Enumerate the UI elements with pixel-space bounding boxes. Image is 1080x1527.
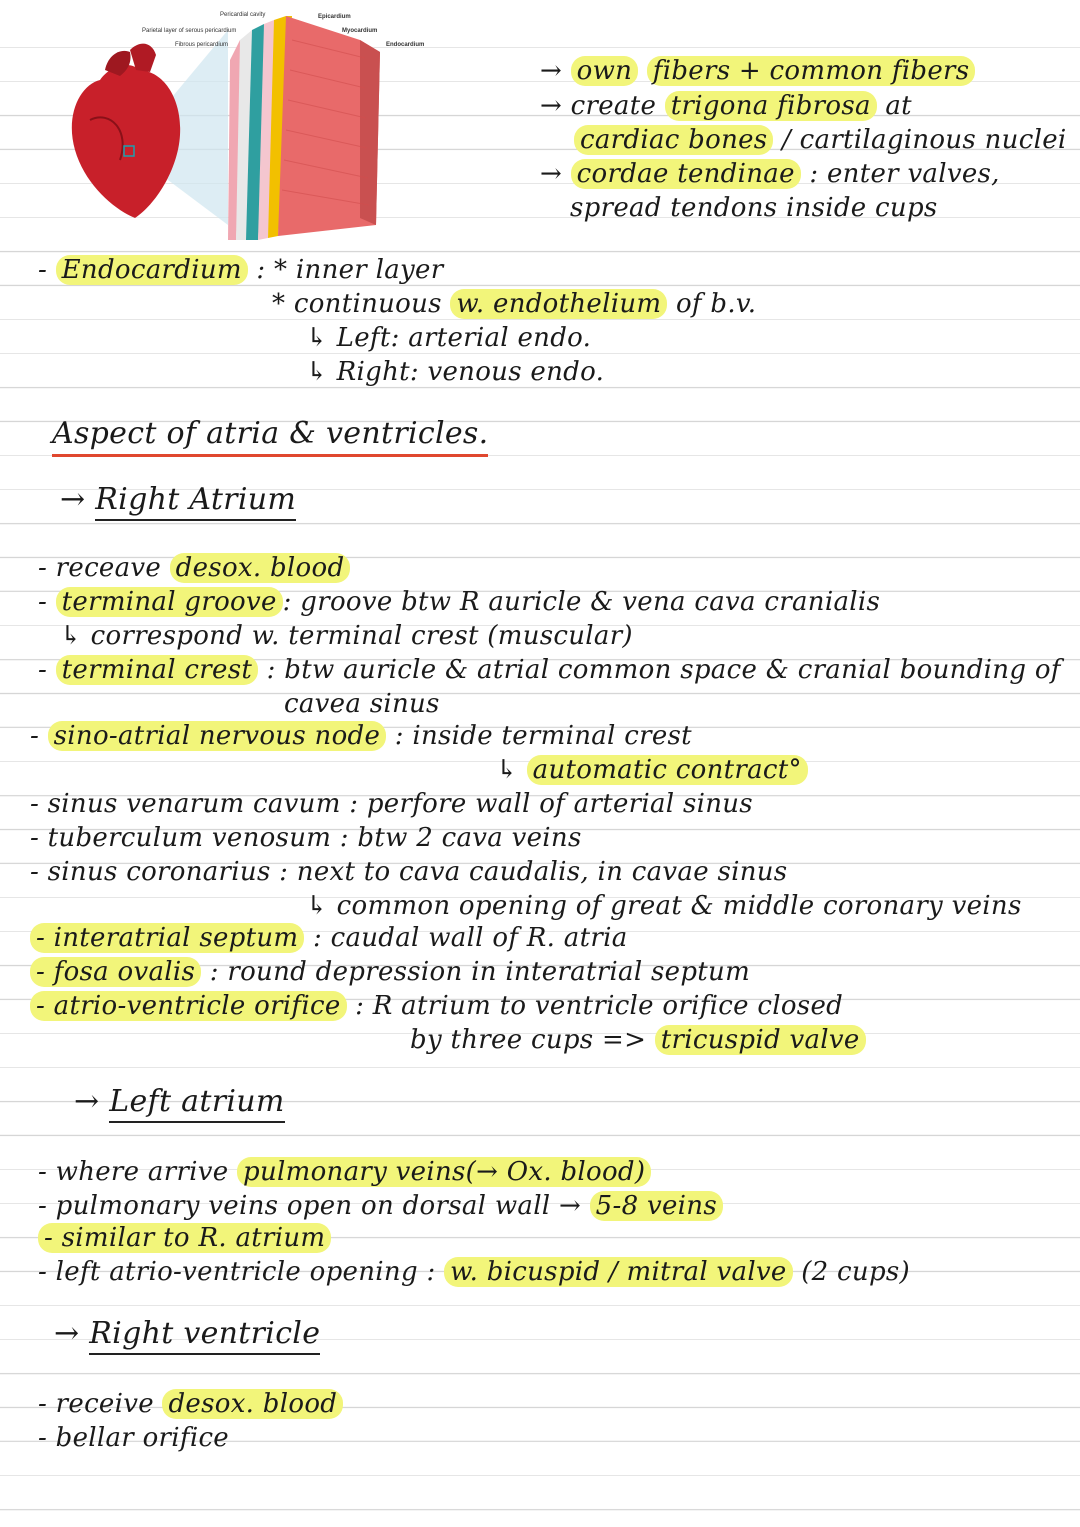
list-item: - bellar orifice [38, 1423, 229, 1453]
heart-wall-illustration [60, 0, 440, 250]
left-atrium-heading: → Left atrium [74, 1086, 285, 1118]
list-item: - fosa ovalis : round depression in interatrial septum [30, 956, 750, 988]
list-item: - interatrial septum : caudal wall of R. atria [30, 922, 628, 954]
list-item: - sino-atrial nervous node : inside terminal crest [30, 721, 692, 751]
note-line: → create trigona fibrosa at [540, 91, 912, 121]
label-parietal-layer: Parietal layer of serous pericardium [142, 28, 237, 34]
endocardium-line: ↳ Left: arterial endo. [306, 323, 592, 353]
label-epicardium: Epicardium [318, 14, 351, 20]
note-line: cardiac bones / cartilaginous nuclei [574, 124, 1067, 156]
list-item: by three cups => tricuspid valve [410, 1024, 866, 1056]
note-line: spread tendons inside cups [570, 193, 938, 223]
list-item: - terminal groove : groove btw R auricle & vena cava cranialis [38, 587, 881, 617]
list-item: ↳ common opening of great & middle coronary veins [306, 891, 1022, 921]
list-item: - atrio-ventricle orifice : R atrium to ventricle orifice closed [30, 990, 843, 1022]
label-myocardium: Myocardium [342, 28, 378, 34]
list-item: - where arrive pulmonary veins(→ Ox. blood) [38, 1156, 651, 1188]
heart-illustration [72, 44, 180, 218]
endocardium-line: * continuous w. endothelium of b.v. [272, 289, 757, 319]
list-item: - sinus coronarius : next to cava caudalis, in cavae sinus [30, 857, 788, 887]
heart-wall-diagram [60, 0, 440, 250]
label-pericardial-cavity: Pericardial cavity [220, 12, 266, 18]
right-ventricle-heading: → Right ventricle [54, 1318, 320, 1350]
right-atrium-heading: → Right Atrium [60, 484, 296, 516]
list-item: ↳ correspond w. terminal crest (muscular) [60, 621, 633, 651]
endocardium-term: Endocardium [56, 255, 248, 285]
section-title: Aspect of atria & ventricles. [52, 418, 488, 457]
list-item: - tuberculum venosum : btw 2 cava veins [30, 823, 582, 853]
label-endocardium: Endocardium [386, 42, 425, 48]
note-line: → cordae tendinae : enter valves, [540, 159, 1000, 189]
wall-layers [228, 16, 380, 240]
list-item: cavea sinus [284, 689, 440, 719]
list-item: - receave desox. blood [38, 552, 350, 584]
endocardium-line: ↳ Right: venous endo. [306, 357, 605, 387]
list-item: - left atrio-ventricle opening : w. bicuspid / mitral valve (2 cups) [38, 1257, 910, 1287]
endocardium-line: - Endocardium : * inner layer [38, 255, 444, 285]
list-item: - terminal crest : btw auricle & atrial common space & cranial bounding of [38, 655, 1061, 685]
list-item: - pulmonary veins open on dorsal wall → 5-8 veins [38, 1190, 723, 1222]
label-fibrous-pericardium: Fibrous pericardium [175, 42, 229, 48]
note-line: → own fibers + common fibers [540, 55, 975, 87]
list-item: - sinus venarum cavum : perfore wall of arterial sinus [30, 789, 753, 819]
list-item: - similar to R. atrium [38, 1222, 331, 1254]
list-item: ↳ automatic contract° [496, 754, 808, 786]
list-item: - receive desox. blood [38, 1388, 343, 1420]
